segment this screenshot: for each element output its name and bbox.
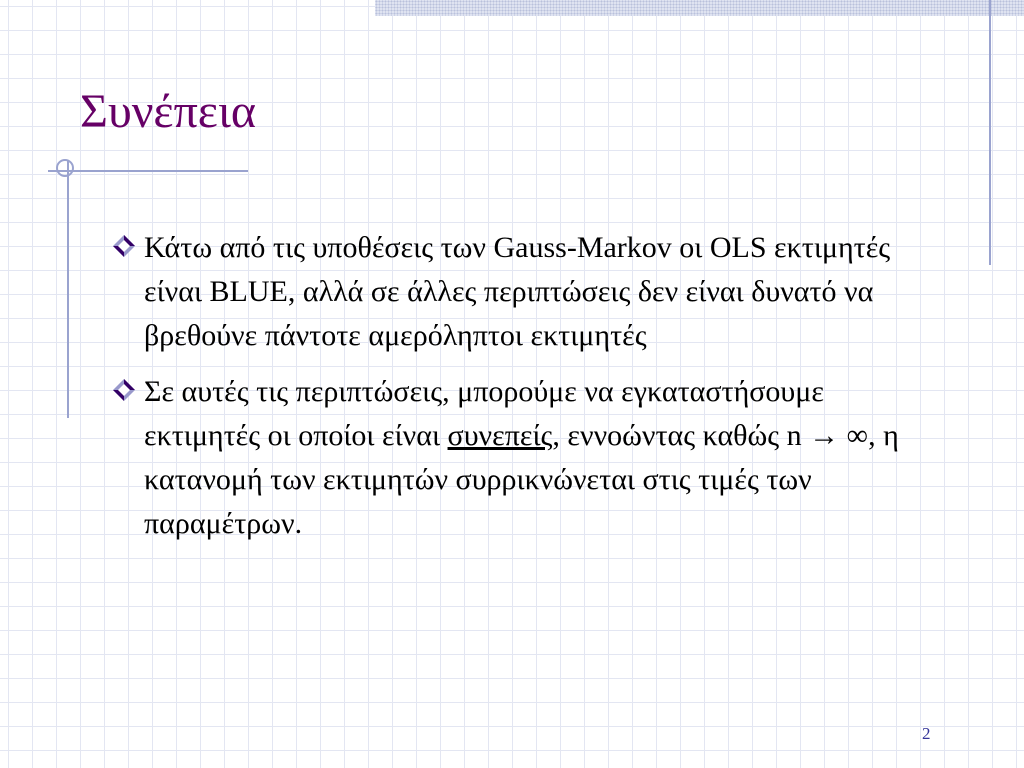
underlined-term: συνεπείς — [447, 419, 553, 452]
bullet-item — [110, 226, 930, 358]
page-number: 2 — [922, 724, 931, 743]
decorative-circle — [56, 159, 74, 177]
bullet-text: Κάτω από τις υποθέσεις των Gauss-Markov οι OLS εκτιμητές είναι BLUE, αλλά σε άλλες περιπτώσεις δεν είναι δυνατό να βρεθούνε πάντοτε αμερόληπτοι εκτιμητές — [144, 231, 891, 352]
bullet-list — [110, 226, 930, 558]
top-decorative-band — [375, 0, 1024, 16]
bullet-text-before: Σε αυτές τις περιπτώσεις, μπορούμε να εγκαταστήσουμε εκτιμητές οι οποίοι είναι — [144, 375, 824, 452]
diamond-bullet-icon — [112, 378, 136, 402]
bullet-text-after: , εννοώντας καθώς n → ∞, η κατανομή των εκτιμητών συρρικνώνεται στις τιμές των παραμέτρων. — [144, 419, 899, 540]
diamond-bullet-icon — [112, 234, 136, 258]
bullet-item — [110, 370, 930, 546]
slide-title: Συνέπεια — [80, 85, 257, 138]
title-underline — [48, 170, 248, 172]
left-decorative-line — [67, 160, 69, 418]
right-decorative-line — [989, 0, 991, 265]
